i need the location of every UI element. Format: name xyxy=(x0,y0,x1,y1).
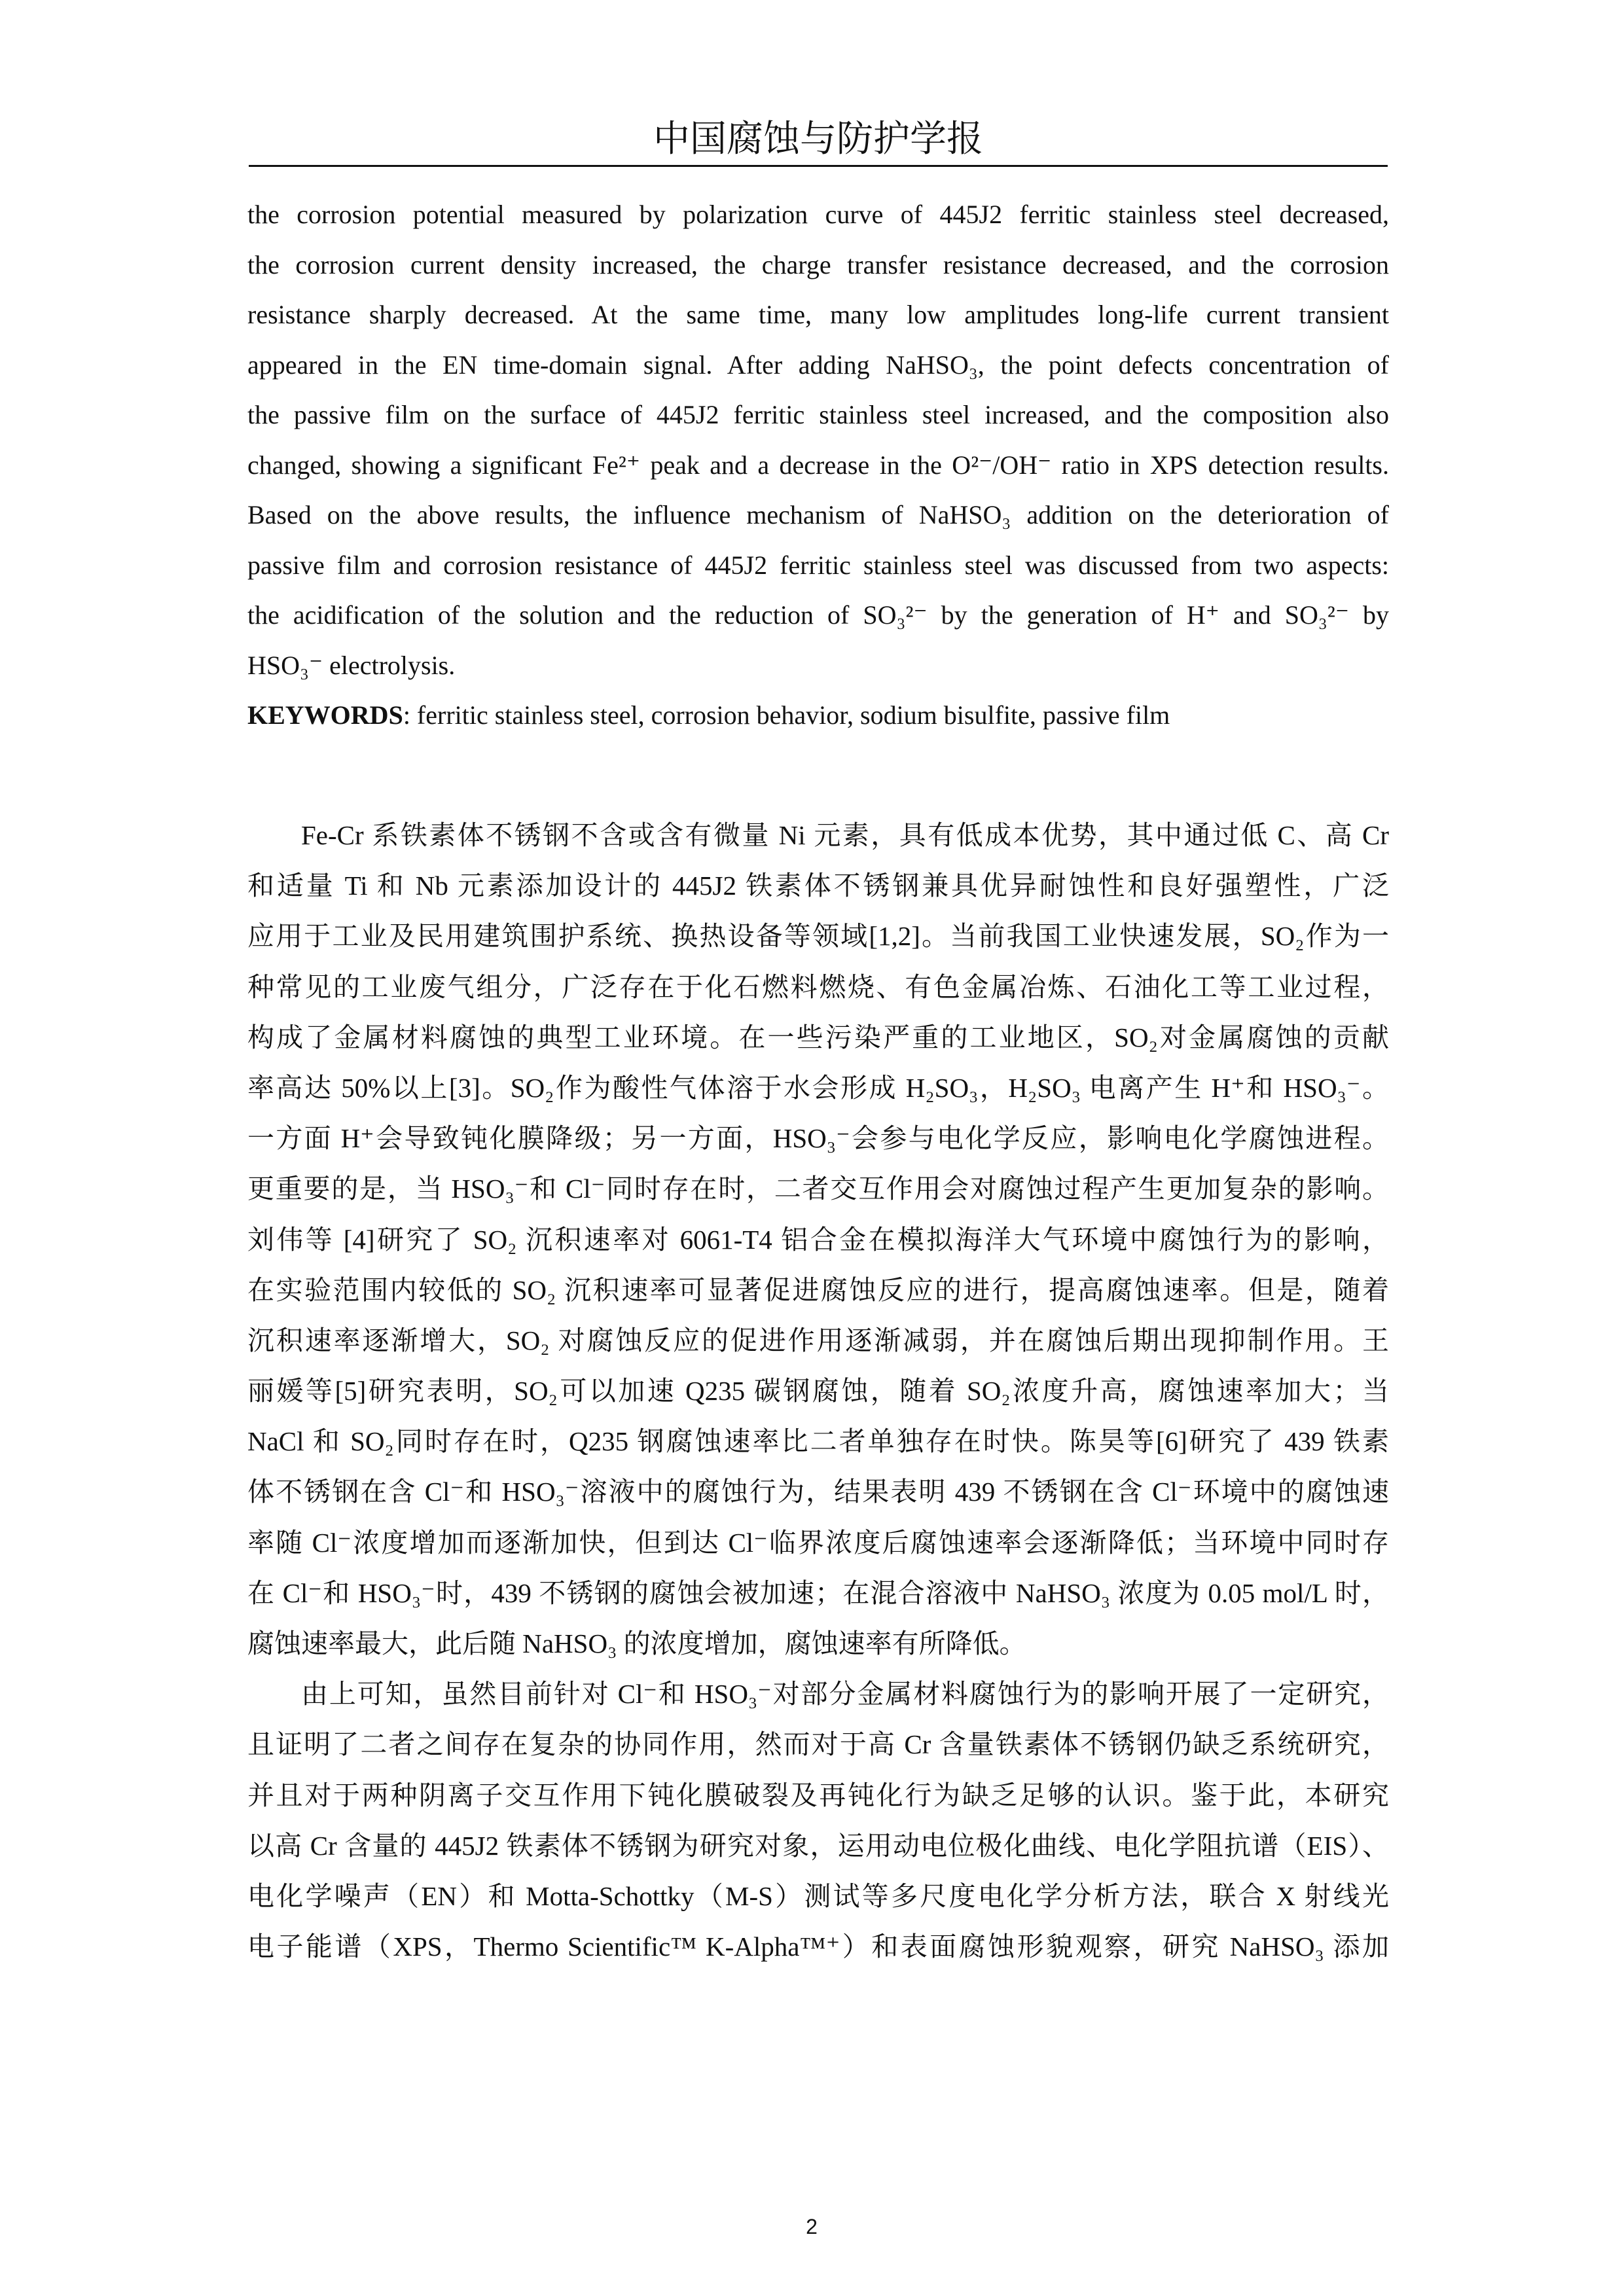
body-line: 以高 Cr 含量的 445J2 铁素体不锈钢为研究对象，运用动电位极化曲线、电化学阻抗谱（EIS）、 xyxy=(247,1830,1389,1861)
body-line: 并且对于两种阴离子交互作用下钝化膜破裂及再钝化行为缺乏足够的认识。鉴于此，本研究 xyxy=(247,1780,1389,1810)
body-line: 丽媛等[5]研究表明，SO₂可以加速 Q235 碳钢腐蚀，随着 SO₂浓度升高，腐蚀速率加大；当 xyxy=(247,1376,1389,1407)
body-line: 更重要的是，当 HSO₃⁻和 Cl⁻同时存在时，二者交互作用会对腐蚀过程产生更加复杂的影响。 xyxy=(247,1174,1389,1204)
body-line: 电子能谱（XPS，Thermo Scientific™ K-Alpha™⁺）和表面腐蚀形貌观察，研究 NaHSO₃ 添加 xyxy=(247,1931,1389,1962)
abstract-line: the acidification of the solution and the reduction of SO₃²⁻ by the generation of H⁺ and SO₃²⁻ by xyxy=(247,600,1389,630)
page-number: 2 xyxy=(806,2215,818,2238)
body-text xyxy=(247,810,1389,1972)
body-line: 体不锈钢在含 Cl⁻和 HSO₃⁻溶液中的腐蚀行为，结果表明 439 不锈钢在含 Cl⁻环境中的腐蚀速 xyxy=(247,1477,1389,1507)
abstract-line: appeared in the EN time-domain signal. After adding NaHSO₃, the point defects concentration of xyxy=(247,350,1389,380)
body-line: 在实验范围内较低的 SO₂ 沉积速率可显著促进腐蚀反应的进行，提高腐蚀速率。但是，随着 xyxy=(247,1274,1389,1305)
abstract-line: the corrosion potential measured by polarization curve of 445J2 ferritic stainless steel decreased, xyxy=(247,200,1389,229)
abstract-line: Based on the above results, the influence mechanism of NaHSO₃ addition on the deterioration of xyxy=(247,500,1389,529)
keywords-text: : ferritic stainless steel, corrosion behavior, sodium bisulfite, passive film xyxy=(403,700,1170,730)
body-line: 沉积速率逐渐增大，SO₂ 对腐蚀反应的促进作用逐渐减弱，并在腐蚀后期出现抑制作用。王 xyxy=(247,1325,1389,1355)
body-line: 电化学噪声（EN）和 Motta-Schottky（M-S）测试等多尺度电化学分析方法，联合 X 射线光 xyxy=(247,1880,1389,1911)
body-line: 腐蚀速率最大，此后随 NaHSO₃ 的浓度增加，腐蚀速率有所降低。 xyxy=(247,1628,1026,1659)
body-line: 一方面 H⁺会导致钝化膜降级；另一方面，HSO₃⁻会参与电化学反应，影响电化学腐蚀进程。 xyxy=(247,1123,1389,1154)
abstract-line: passive film and corrosion resistance of 445J2 ferritic stainless steel was discussed from two aspects: xyxy=(247,550,1389,580)
keywords-line xyxy=(247,691,1389,741)
journal-title: 中国腐蚀与防护学报 xyxy=(653,118,983,160)
body-line: 应用于工业及民用建筑围护系统、换热设备等领域[1,2]。当前我国工业快速发展，SO₂作为一 xyxy=(247,921,1389,952)
body-line: 和适量 Ti 和 Nb 元素添加设计的 445J2 铁素体不锈钢兼具优异耐蚀性和良好强塑性，广泛 xyxy=(247,870,1389,901)
abstract-line: HSO₃⁻ electrolysis. xyxy=(247,650,456,680)
body-line: 率高达 50%以上[3]。SO₂作为酸性气体溶于水会形成 H₂SO₃，H₂SO₃ 电离产生 H⁺和 HSO₃⁻。 xyxy=(247,1072,1389,1103)
abstract-line: resistance sharply decreased. At the same time, many low amplitudes long-life current transient xyxy=(247,300,1389,329)
abstract-line: changed, showing a significant Fe²⁺ peak and a decrease in the O²⁻/OH⁻ ratio in XPS detection results. xyxy=(247,450,1389,480)
body-line: 种常见的工业废气组分，广泛存在于化石燃料燃烧、有色金属冶炼、石油化工等工业过程， xyxy=(247,971,1389,1002)
abstract-line: the passive film on the surface of 445J2 ferritic stainless steel increased, and the composition also xyxy=(247,400,1389,429)
body-line: 在 Cl⁻和 HSO₃⁻时，439 不锈钢的腐蚀会被加速；在混合溶液中 NaHSO₃ 浓度为 0.05 mol/L 时， xyxy=(247,1577,1389,1608)
header-rule xyxy=(249,165,1388,167)
abstract-line: the corrosion current density increased, the charge transfer resistance decreased, and the corrosion xyxy=(247,249,1389,279)
body-line: 构成了金属材料腐蚀的典型工业环境。在一些污染严重的工业地区，SO₂对金属腐蚀的贡献 xyxy=(247,1022,1389,1052)
body-line: 且证明了二者之间存在复杂的协同作用，然而对于高 Cr 含量铁素体不锈钢仍缺乏系统研究， xyxy=(247,1729,1389,1760)
abstract-section xyxy=(247,190,1389,741)
keywords-label: KEYWORDS xyxy=(247,700,403,730)
body-line: NaCl 和 SO₂同时存在时，Q235 钢腐蚀速率比二者单独存在时快。陈昊等[6]研究了 439 铁素 xyxy=(247,1426,1389,1457)
body-line: 刘伟等 [4]研究了 SO₂ 沉积速率对 6061-T4 铝合金在模拟海洋大气环境中腐蚀行为的影响， xyxy=(247,1224,1389,1255)
body-line: 率随 Cl⁻浓度增加而逐渐加快，但到达 Cl⁻临界浓度后腐蚀速率会逐渐降低；当环境中同时存 xyxy=(247,1527,1389,1558)
body-line: Fe-Cr 系铁素体不锈钢不含或含有微量 Ni 元素，具有低成本优势，其中通过低 C、高 Cr xyxy=(301,820,1389,850)
body-line: 由上可知，虽然目前针对 Cl⁻和 HSO₃⁻对部分金属材料腐蚀行为的影响开展了一定研究， xyxy=(301,1679,1389,1710)
